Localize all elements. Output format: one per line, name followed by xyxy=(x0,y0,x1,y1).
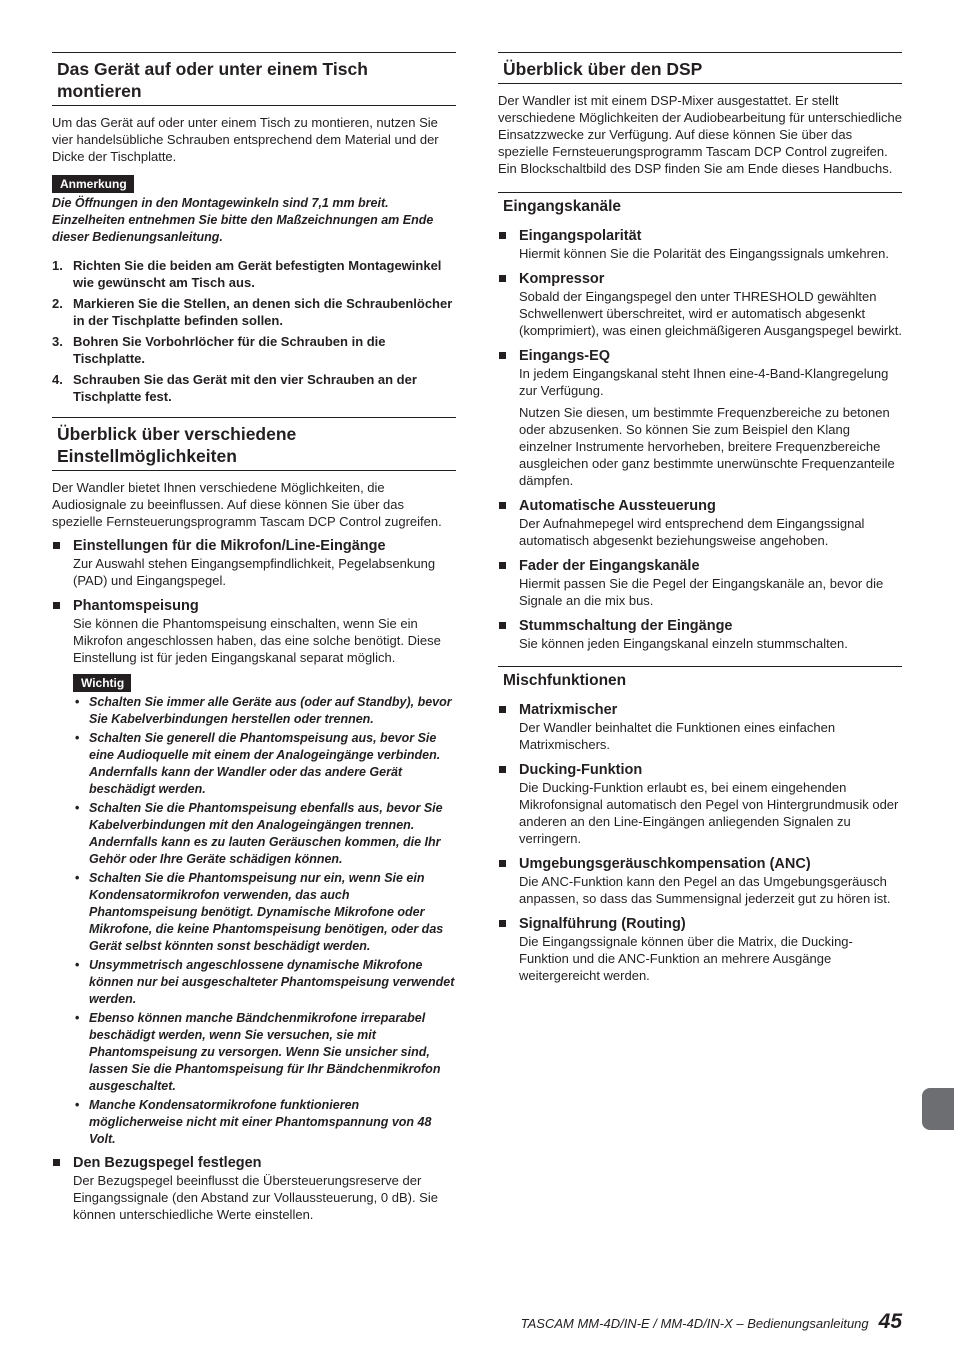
list-item: • Ebenso können manche Bändchenmikrofone irreparabel beschädigt werden, wenn Sie versuchen, sie mit Phantomspeisung zu versorgen. Wenn Sie unsicher sind, lassen Sie die Phantomspeisung für Ihr Bändchenmikrofon ausgeschaltet. xyxy=(75,1011,441,1093)
subheading-mix-functions: Mischfunktionen xyxy=(498,666,902,691)
feature-compressor: Kompressor Sobald der Eingangspegel den unter THRESHOLD gewählten Schwellenwert überschreitet, wird er automatisch abgesenkt (komprimiert), was einen gleichmäßigeren Ausgangspegel bewirkt. xyxy=(498,270,902,339)
feature-mic-line-settings: Einstellungen für die Mikrofon/Line-Eingänge Zur Auswahl stehen Eingangsempfindlichkeit, Pegelabsenkung (PAD) und Eingangspegel. xyxy=(52,537,456,589)
feature-routing: Signalführung (Routing) Die Eingangssignale können über die Matrix, die Ducking-Funktion und die ANC-Funktion an mehrere Ausgänge weitergereicht werden. xyxy=(498,915,902,984)
square-bullet-icon xyxy=(499,275,506,282)
feature-auto-level: Automatische Aussteuerung Der Aufnahmepegel wird entsprechend dem Eingangssignal automatisch abgesenkt beziehungsweise angehoben. xyxy=(498,497,902,549)
feature-matrix-mixer: Matrixmischer Der Wandler beinhaltet die Funktionen eines einfachen Matrixmischers. xyxy=(498,701,902,753)
settings-intro: Der Wandler bietet Ihnen verschiedene Möglichkeiten, die Audiosignale zu beeinflussen. Auf diese können Sie über das spezielle Fernsteuerungsprogramm Tascam DCP Control zugreifen. xyxy=(52,480,442,529)
square-bullet-icon xyxy=(499,920,506,927)
page-footer xyxy=(521,1310,902,1334)
square-bullet-icon xyxy=(499,622,506,629)
feature-reference-level: Den Bezugspegel festlegen Der Bezugspegel beeinflusst die Übersteuerungsreserve der Eingangssignale (den Abstand zur Vollaussteuerung, 0 dB). Sie können unterschiedliche Werte einstellen. xyxy=(52,1154,456,1223)
square-bullet-icon xyxy=(499,502,506,509)
important-box xyxy=(73,674,456,1148)
section-heading-table-mount: Das Gerät auf oder unter einem Tisch montieren xyxy=(52,52,456,106)
feature-anc: Umgebungsgeräuschkompensation (ANC) Die ANC-Funktion kann den Pegel an das Umgebungsgeräusch anpassen, so dass das Summensignal jederzeit gut zu hören ist. xyxy=(498,855,902,907)
right-column xyxy=(498,52,902,984)
section-heading-settings-overview: Überblick über verschiedene Einstellmöglichkeiten xyxy=(52,417,456,471)
list-item: • Manche Kondensatormikrofone funktionieren möglicherweise nicht mit einer Phantomspannung von 48 Volt. xyxy=(75,1098,432,1146)
warning-list xyxy=(73,694,456,1148)
list-item: • Schalten Sie generell die Phantomspeisung aus, bevor Sie eine Audioquelle mit einem der Analogeingänge verbinden. Andernfalls kann der Wandler oder das andere Gerät beschädigt werden. xyxy=(75,731,441,796)
list-item: • Schalten Sie die Phantomspeisung nur ein, wenn Sie ein Kondensatormikrofon verwenden, das auch Phantomspeisung benötigt. Dynamische Mikrofone oder Mikrofone, die keine Phantomspeisung benötigen, oder das Gerät selbst könnten sonst beschädigt werden. xyxy=(75,871,444,953)
list-item: • Unsymmetrisch angeschlossene dynamische Mikrofone können nur bei ausgeschalteter Phantomspeisung verwendet werden. xyxy=(75,958,455,1006)
square-bullet-icon xyxy=(499,860,506,867)
note-box xyxy=(52,175,456,246)
square-bullet-icon xyxy=(499,232,506,239)
list-item: • Schalten Sie die Phantomspeisung ebenfalls aus, bevor Sie Kabelverbindungen mit den Analogeingängen trennen. Andernfalls kann es zu lauten Geräuschen kommen, die Ihr Gehör oder Ihre Geräte schädigen können. xyxy=(75,801,443,866)
square-bullet-icon xyxy=(53,542,60,549)
square-bullet-icon xyxy=(53,602,60,609)
list-item: 4. Schrauben Sie das Gerät mit den vier Schrauben an der Tischplatte fest. xyxy=(52,372,417,404)
page-number: 45 xyxy=(878,1310,902,1333)
feature-input-eq: Eingangs-EQ In jedem Eingangskanal steht Ihnen eine-4-Band-Klangregelung zur Verfügung. Nutzen Sie diesen, um bestimmte Frequenzbereiche zu betonen oder abzusenken. So können Sie zum Beispiel den Klang einzelner Instrumente hervorheben, breitere Frequenzbereiche ausgleichen oder ganz bestimmte unerwünschte Frequenzanteile dämpfen. xyxy=(498,347,902,489)
square-bullet-icon xyxy=(499,706,506,713)
mount-steps-list xyxy=(52,257,456,405)
footer-manual-title: TASCAM MM-4D/IN-E / MM-4D/IN-X – Bedienungsanleitung xyxy=(520,1316,869,1331)
table-mount-intro: Um das Gerät auf oder unter einem Tisch zu montieren, nutzen Sie vier handelsübliche Schrauben entsprechend dem Material und der Dicke der Tischplatte. xyxy=(52,115,439,164)
square-bullet-icon xyxy=(499,352,506,359)
dsp-block-diagram-note: Ein Blockschaltbild des DSP finden Sie am Ende dieses Handbuchs. xyxy=(498,161,893,176)
feature-input-faders: Fader der Eingangskanäle Hiermit passen Sie die Pegel der Eingangskanäle an, bevor die Signale an die mix bus. xyxy=(498,557,902,609)
list-item: 2. Markieren Sie die Stellen, an denen sich die Schraubenlöcher in der Tischplatte befinden sollen. xyxy=(52,296,453,328)
feature-ducking: Ducking-Funktion Die Ducking-Funktion erlaubt es, bei einem eingehenden Mikrofonsignal automatisch den Pegel von Hintergrundmusik oder anderen an den Line-Eingängen anliegenden Signalen zu verringern. xyxy=(498,761,902,847)
section-heading-dsp-overview: Überblick über den DSP xyxy=(498,52,902,84)
list-item: • Schalten Sie immer alle Geräte aus (oder auf Standby), bevor Sie Kabelverbindungen herstellen oder trennen. xyxy=(75,695,452,726)
square-bullet-icon xyxy=(499,562,506,569)
square-bullet-icon xyxy=(499,766,506,773)
list-item: 1. Richten Sie die beiden am Gerät befestigten Montagewinkel wie gewünscht am Tisch aus. xyxy=(52,258,442,290)
feature-phantom-power: Phantomspeisung Sie können die Phantomspeisung einschalten, wenn Sie ein Mikrofon angeschlossen haben, das eine solche benötigt. Diese Einstellung ist für jeden Eingangskanal separat möglich. Wichtig • Schalten Sie immer alle Geräte aus (oder auf Standby), bevor Sie Kabelverbindungen herstellen oder trennen. • Schalten Sie generell die Phantomspeisung aus, bevor Sie eine Audioquelle mit einem der Analogeingänge verbinden. Andernfalls kann der Wandler oder das andere Gerät beschädigt werden. • Schalten Sie die Phantomspeisung ebenfalls aus, bevor Sie Kabelverbindungen mit den Analogeingängen trennen. Andernfalls kann es zu lauten Geräuschen kommen, die Ihr Gehör oder Ihre Geräte schädigen können. • Schalten Sie die Phantomspeisung nur ein, wenn Sie ein Kondensatormikrofon verwenden, das auch Phantomspeisung benötigt. Dynamische Mikrofone oder Mikrofone, die keine Phantomspeisung benötigen, oder das Gerät selbst könnten sonst beschädigt werden. • Unsymmetrisch angeschlossene dynamische Mikrofone können nur bei ausgeschalteter Phantomspeisung verwendet werden. • Ebenso können manche Bändchenmikrofone irreparabel beschädigt werden, wenn Sie versuchen, sie mit Phantomspeisung zu versorgen. Wenn Sie unsicher sind, lassen Sie die Phantomspeisung für Ihr Bändchenmikrofon ausgeschaltet. • Manche Kondensatormikrofone funktionieren möglicherweise nicht mit einer Phantomspannung von 48 Volt. xyxy=(52,597,456,1148)
subheading-input-channels: Eingangskanäle xyxy=(498,192,902,217)
feature-input-polarity: Eingangspolarität Hiermit können Sie die Polarität des Eingangssignals umkehren. xyxy=(498,227,902,262)
chapter-thumb-tab xyxy=(922,1088,954,1130)
left-column xyxy=(52,52,456,1223)
feature-input-mute: Stummschaltung der Eingänge Sie können jeden Eingangskanal einzeln stummschalten. xyxy=(498,617,902,652)
square-bullet-icon xyxy=(53,1159,60,1166)
list-item: 3. Bohren Sie Vorbohrlöcher für die Schrauben in die Tischplatte. xyxy=(52,334,386,366)
note-label: Anmerkung xyxy=(52,175,134,193)
important-label: Wichtig xyxy=(73,674,131,692)
note-text: Die Öffnungen in den Montagewinkeln sind 7,1 mm breit. Einzelheiten entnehmen Sie bitte den Maßzeichnungen am Ende dieser Bedienungsanleitung. xyxy=(52,196,434,244)
dsp-intro: Der Wandler ist mit einem DSP-Mixer ausgestattet. Er stellt verschiedene Möglichkeiten der Audiobearbeitung für unterschiedliche Einsatzzwecke zur Verfügung. Auf diese können Sie über das spezielle Fernsteuerungsprogramm Tascam DCP Control zugreifen. xyxy=(498,93,902,159)
